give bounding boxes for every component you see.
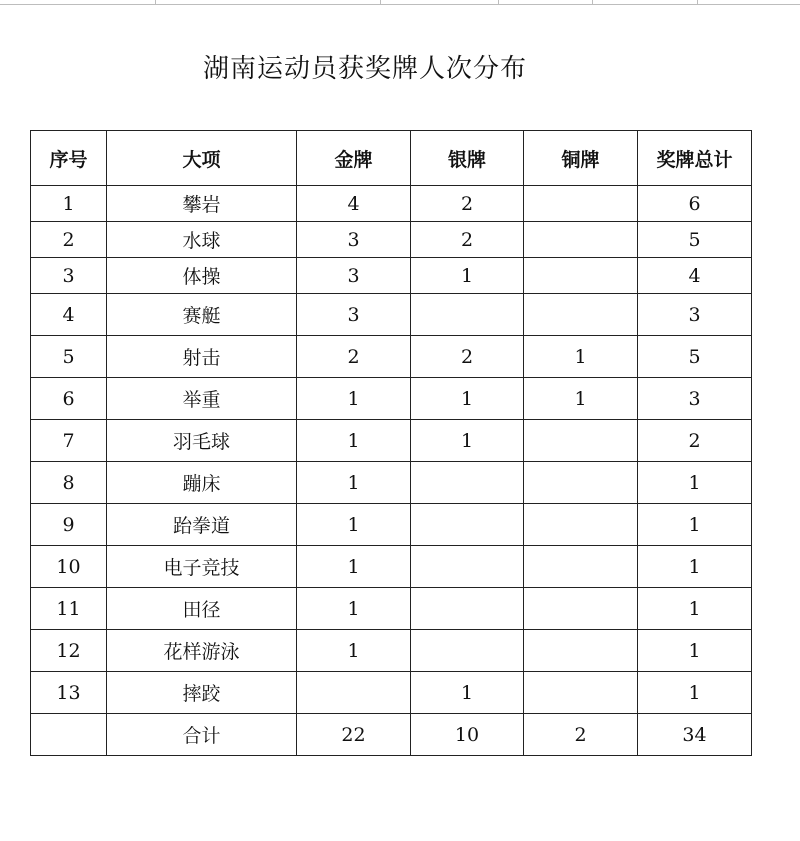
cell-gold	[297, 672, 411, 714]
header-total: 奖牌总计	[638, 131, 752, 186]
medal-table	[30, 130, 752, 756]
cell-silver	[411, 546, 524, 588]
cell-bronze	[524, 222, 638, 258]
cell-gold: 1	[297, 378, 411, 420]
cell-bronze	[524, 258, 638, 294]
top-cut-tick	[155, 0, 156, 4]
cell-gold: 1	[297, 462, 411, 504]
table-header-row	[31, 131, 752, 186]
table-row	[31, 294, 752, 336]
document-title: 湖南运动员获奖牌人次分布	[202, 54, 527, 84]
cell-event: 电子竞技	[107, 546, 297, 588]
cell-bronze	[524, 588, 638, 630]
top-cut-tick	[380, 0, 381, 4]
cell-event: 赛艇	[107, 294, 297, 336]
cell-event: 攀岩	[107, 186, 297, 222]
cell-silver	[411, 630, 524, 672]
cell-index: 8	[31, 462, 107, 504]
cell-total: 3	[638, 294, 752, 336]
top-cut-tick	[697, 0, 698, 4]
table-row	[31, 546, 752, 588]
cell-silver: 1	[411, 258, 524, 294]
cell-silver: 1	[411, 378, 524, 420]
cell-silver: 1	[411, 420, 524, 462]
header-index: 序号	[31, 131, 107, 186]
cell-total: 1	[638, 546, 752, 588]
cell-event: 跆拳道	[107, 504, 297, 546]
header-silver: 银牌	[411, 131, 524, 186]
table-row	[31, 630, 752, 672]
cell-index: 9	[31, 504, 107, 546]
cell-gold: 1	[297, 630, 411, 672]
cell-bronze	[524, 546, 638, 588]
cell-total: 6	[638, 186, 752, 222]
top-cut-rule	[0, 0, 800, 5]
cell-index: 12	[31, 630, 107, 672]
cell-event: 羽毛球	[107, 420, 297, 462]
header-event: 大项	[107, 131, 297, 186]
header-gold: 金牌	[297, 131, 411, 186]
cell-gold-sum: 22	[297, 714, 411, 756]
cell-event: 蹦床	[107, 462, 297, 504]
cell-bronze	[524, 294, 638, 336]
table-row	[31, 186, 752, 222]
cell-silver	[411, 294, 524, 336]
cell-gold: 1	[297, 588, 411, 630]
cell-total: 1	[638, 588, 752, 630]
table-row	[31, 336, 752, 378]
table-row	[31, 462, 752, 504]
cell-total: 1	[638, 630, 752, 672]
cell-event: 摔跤	[107, 672, 297, 714]
top-cut-tick	[592, 0, 593, 4]
cell-bronze	[524, 420, 638, 462]
table-row	[31, 258, 752, 294]
cell-silver: 2	[411, 222, 524, 258]
cell-index: 1	[31, 186, 107, 222]
header-bronze: 铜牌	[524, 131, 638, 186]
cell-index: 4	[31, 294, 107, 336]
cell-index: 10	[31, 546, 107, 588]
cell-event: 花样游泳	[107, 630, 297, 672]
cell-event: 田径	[107, 588, 297, 630]
total-row	[31, 714, 752, 756]
cell-bronze-sum: 2	[524, 714, 638, 756]
cell-silver: 1	[411, 672, 524, 714]
cell-index: 2	[31, 222, 107, 258]
cell-bronze	[524, 630, 638, 672]
cell-bronze	[524, 672, 638, 714]
cell-total: 1	[638, 462, 752, 504]
cell-bronze	[524, 462, 638, 504]
cell-gold: 3	[297, 294, 411, 336]
cell-bronze	[524, 186, 638, 222]
cell-bronze: 1	[524, 336, 638, 378]
cell-silver	[411, 504, 524, 546]
cell-gold: 4	[297, 186, 411, 222]
cell-index: 5	[31, 336, 107, 378]
table-row	[31, 588, 752, 630]
cell-gold: 1	[297, 546, 411, 588]
cell-event: 体操	[107, 258, 297, 294]
cell-bronze	[524, 504, 638, 546]
cell-silver	[411, 462, 524, 504]
cell-total-label: 合计	[107, 714, 297, 756]
cell-total: 2	[638, 420, 752, 462]
cell-silver	[411, 588, 524, 630]
cell-gold: 3	[297, 222, 411, 258]
cell-total: 1	[638, 504, 752, 546]
cell-gold: 1	[297, 420, 411, 462]
cell-index: 13	[31, 672, 107, 714]
cell-total: 5	[638, 336, 752, 378]
cell-total: 5	[638, 222, 752, 258]
table-row	[31, 504, 752, 546]
cell-silver-sum: 10	[411, 714, 524, 756]
cell-index	[31, 714, 107, 756]
cell-total: 4	[638, 258, 752, 294]
cell-gold: 2	[297, 336, 411, 378]
cell-total: 3	[638, 378, 752, 420]
table-row	[31, 420, 752, 462]
table-row	[31, 222, 752, 258]
cell-silver: 2	[411, 186, 524, 222]
cell-event: 举重	[107, 378, 297, 420]
cell-index: 11	[31, 588, 107, 630]
cell-index: 7	[31, 420, 107, 462]
cell-gold: 1	[297, 504, 411, 546]
cell-event: 射击	[107, 336, 297, 378]
cell-index: 6	[31, 378, 107, 420]
table-row	[31, 672, 752, 714]
cell-grand-total: 34	[638, 714, 752, 756]
cell-event: 水球	[107, 222, 297, 258]
cell-silver: 2	[411, 336, 524, 378]
top-cut-tick	[498, 0, 499, 4]
cell-gold: 3	[297, 258, 411, 294]
cell-index: 3	[31, 258, 107, 294]
cell-bronze: 1	[524, 378, 638, 420]
cell-total: 1	[638, 672, 752, 714]
table-row	[31, 378, 752, 420]
